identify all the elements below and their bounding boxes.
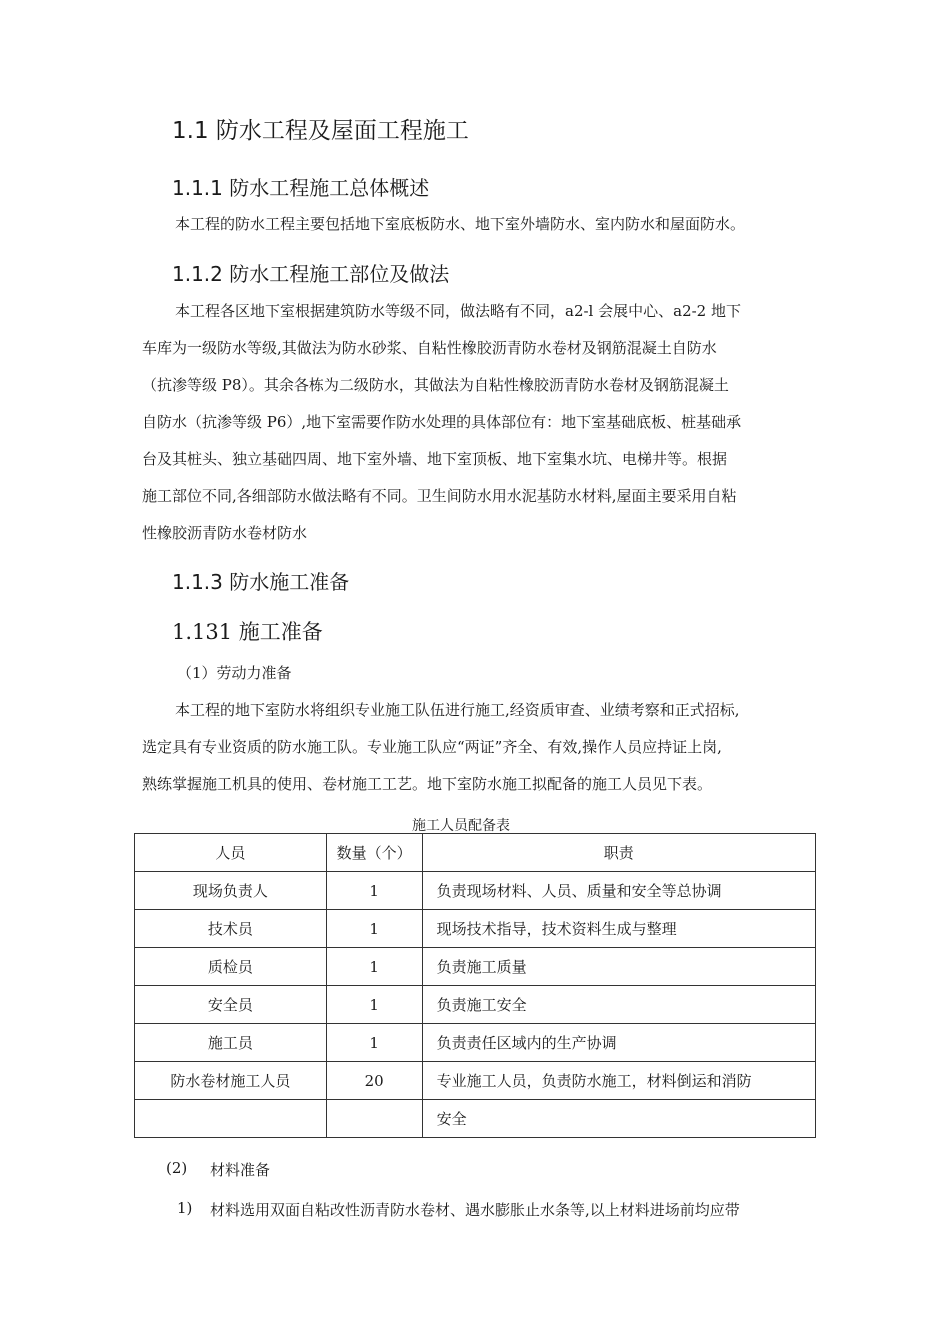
table-cell: 负责施工安全 (422, 986, 815, 1024)
table-cell: 施工员 (135, 1024, 327, 1062)
paragraph-line: 车库为一级防水等级,其做法为防水砂浆、自粘性橡胶沥青防水卷材及钢筋混凝土自防水 (142, 339, 717, 357)
table-cell: 专业施工人员，负责防水施工，材料倒运和消防 (422, 1062, 815, 1100)
table-row (135, 986, 816, 1024)
paragraph-line: （抗渗等级 P8）。其余各栋为二级防水，其做法为自粘性橡胶沥青防水卷材及钢筋混凝土 (142, 376, 729, 394)
paragraph-line: 本工程的地下室防水将组织专业施工队伍进行施工,经资质审查、业绩考察和正式招标, (175, 701, 740, 719)
table-cell: 安全员 (135, 986, 327, 1024)
paragraph-line: 选定具有专业资质的防水施工队。专业施工队应“两证”齐全、有效,操作人员应持证上岗, (142, 738, 722, 756)
table-cell: 20 (326, 1062, 422, 1100)
paragraph-line: 自防水（抗渗等级 P6）,地下室需要作防水处理的具体部位有：地下室基础底板、桩基础承 (142, 413, 742, 431)
paragraph-line: 本工程各区地下室根据建筑防水等级不同，做法略有不同，a2-l 会展中心、a2-2 地下 (175, 302, 741, 320)
table-cell: 现场技术指导，技术资料生成与整理 (422, 910, 815, 948)
paragraph-line: 性橡胶沥青防水卷材防水 (142, 524, 308, 542)
paragraph-overview (142, 206, 822, 243)
table-row (135, 872, 816, 910)
table-cell: 1 (326, 986, 422, 1024)
table-cell: 防水卷材施工人员 (135, 1062, 327, 1100)
paragraph-line: 台及其桩头、独立基础四周、地下室外墙、地下室顶板、地下室集水坑、电梯井等。根据 (142, 450, 728, 468)
paragraph-line: 熟练掌握施工机具的使用、卷材施工工艺。地下室防水施工拟配备的施工人员见下表。 (142, 775, 713, 793)
table-cell: 负责现场材料、人员、质量和安全等总协调 (422, 872, 815, 910)
list-item-material-selection: 材料选用双面自粘改性沥青防水卷材、遇水膨胀止水条等,以上材料进场前均应带 (210, 1201, 740, 1219)
table-row (135, 948, 816, 986)
table-header-cell: 人员 (135, 834, 327, 872)
list-item-number: (2) (166, 1159, 188, 1177)
paragraph-line: 施工部位不同,各细部防水做法略有不同。卫生间防水用水泥基防水材料,屋面主要采用自粘 (142, 487, 737, 505)
table-cell: 质检员 (135, 948, 327, 986)
table-header-cell: 职责 (422, 834, 815, 872)
subsection-heading-1-131: 1.131 施工准备 (172, 620, 323, 644)
table-header-row (135, 834, 816, 872)
table-cell: 负责施工质量 (422, 948, 815, 986)
table-cell: 负责责任区域内的生产协调 (422, 1024, 815, 1062)
list-item-number: 1) (177, 1199, 193, 1217)
paragraph-line: 本工程的防水工程主要包括地下室底板防水、地下室外墙防水、室内防水和屋面防水。 (175, 215, 746, 233)
table-cell: 1 (326, 1024, 422, 1062)
table-row (135, 910, 816, 948)
table-cell: 1 (326, 872, 422, 910)
table-cell: 安全 (422, 1100, 815, 1138)
table-cell: 现场负责人 (135, 872, 327, 910)
table-row (135, 1024, 816, 1062)
section-heading-1-1-1: 1.1.1 防水工程施工总体概述 (172, 176, 430, 200)
staff-table (134, 833, 816, 1138)
list-item-materials: 材料准备 (210, 1161, 271, 1179)
section-heading-1-1-2: 1.1.2 防水工程施工部位及做法 (172, 262, 450, 286)
table-header-cell: 数量（个） (326, 834, 422, 872)
section-heading-1-1: 1.1 防水工程及屋面工程施工 (172, 118, 469, 144)
table-row (135, 1100, 816, 1138)
paragraph-locations-methods (142, 293, 822, 552)
table-cell (135, 1100, 327, 1138)
paragraph-labor (142, 692, 822, 803)
table-cell: 1 (326, 948, 422, 986)
table-cell: 1 (326, 910, 422, 948)
table-cell (326, 1100, 422, 1138)
list-item-labor: （1）劳动力准备 (177, 664, 292, 682)
section-heading-1-1-3: 1.1.3 防水施工准备 (172, 570, 350, 594)
table-cell: 技术员 (135, 910, 327, 948)
table-row (135, 1062, 816, 1100)
table-caption: 施工人员配备表 (412, 818, 510, 834)
